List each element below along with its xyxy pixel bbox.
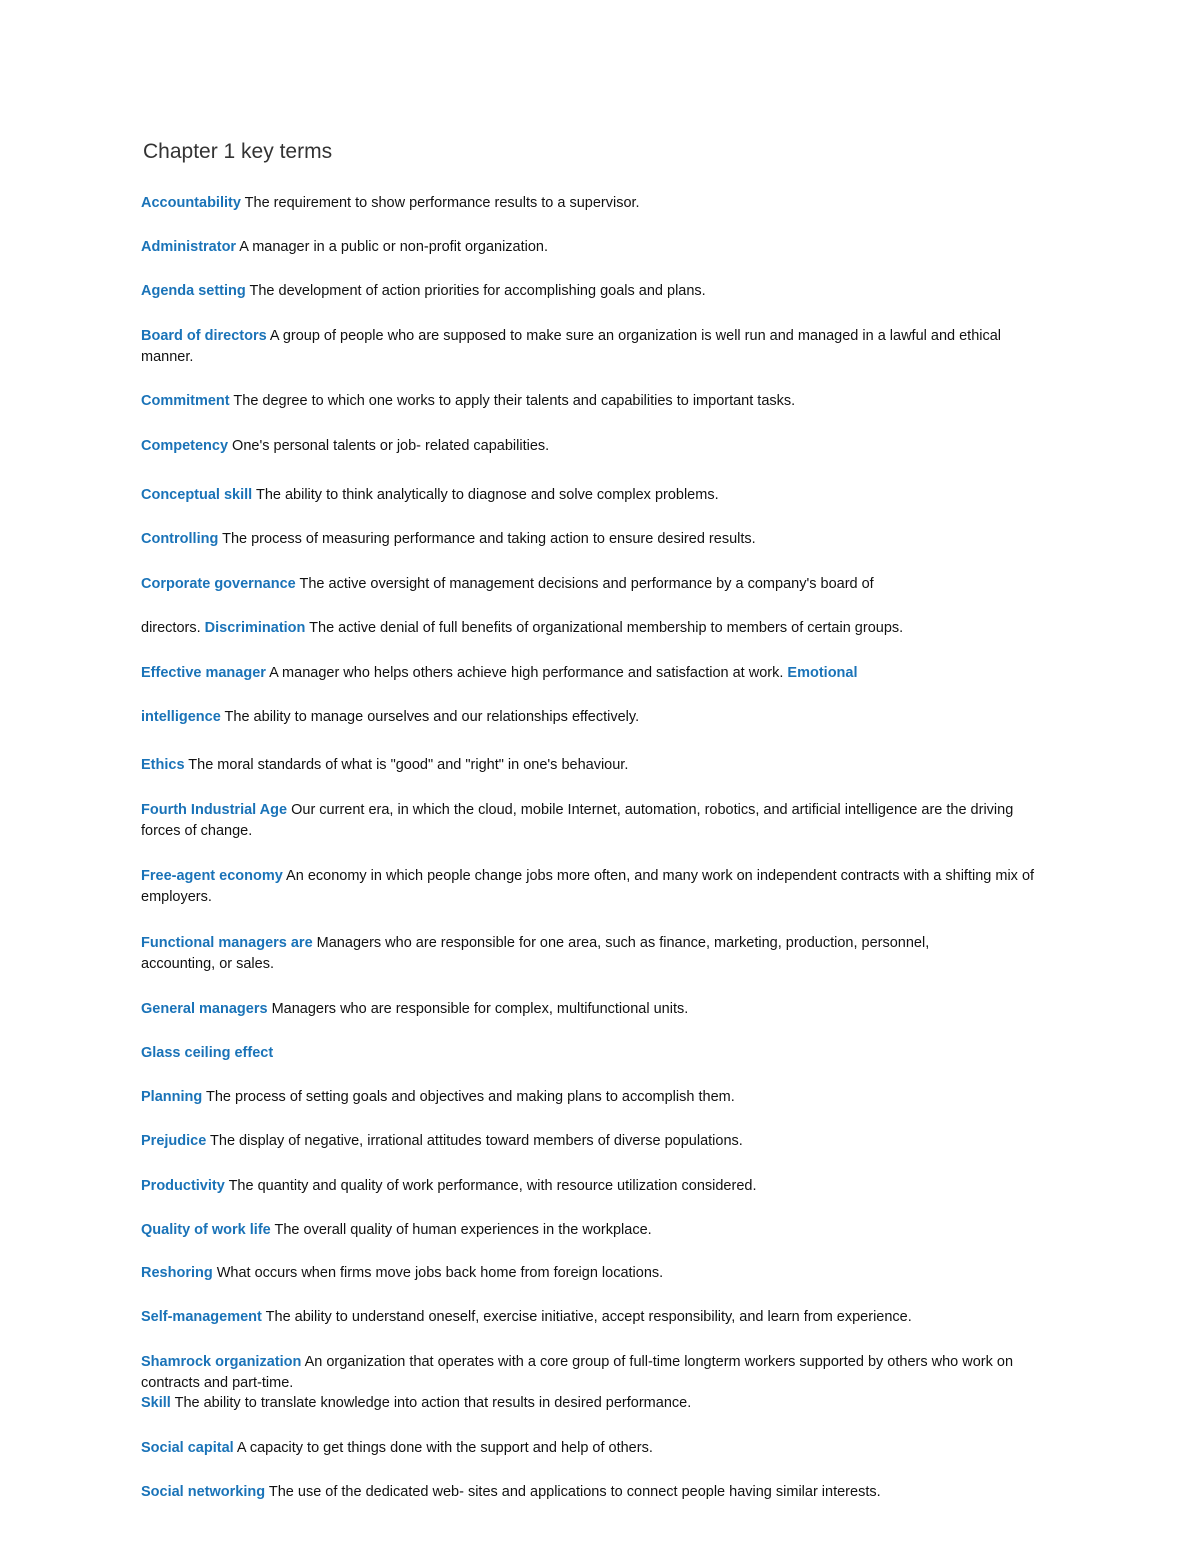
glossary-entry	[141, 866, 1046, 908]
glossary-definition: An economy in which people change jobs more often, and many work on independent contracts with a shifting mix of employers.	[141, 868, 1035, 905]
glossary-term: Administrator	[141, 239, 237, 255]
glossary-entry	[141, 1087, 1046, 1108]
glossary-term: Free-agent economy	[141, 868, 283, 884]
glossary-term: Fourth Industrial Age	[141, 802, 288, 818]
glossary-definition: The use of the dedicated web- sites and applications to connect people having similar interests.	[265, 1484, 881, 1500]
glossary-term: Ethics	[141, 757, 185, 773]
glossary-definition: One's personal talents or job- related capabilities.	[228, 438, 550, 454]
glossary-entry	[141, 1220, 1046, 1241]
glossary-definition: The active denial of full benefits of organizational membership to members of certain groups.	[305, 620, 904, 636]
glossary-definition: The overall quality of human experiences in the workplace.	[270, 1222, 652, 1238]
glossary-definition: A manager in a public or non-profit organization.	[236, 239, 549, 255]
glossary-definition: The degree to which one works to apply their talents and capabilities to important tasks.	[229, 393, 796, 409]
glossary-definition: The ability to think analytically to diagnose and solve complex problems.	[252, 487, 719, 503]
glossary-definition: An organization that operates with a core group of full-time longterm workers supported by others who work on contracts and part-time.	[141, 1354, 1014, 1391]
glossary-entry	[141, 933, 931, 975]
glossary-term: Prejudice	[141, 1133, 207, 1149]
glossary-term: Discrimination	[204, 620, 306, 636]
glossary-definition: Our current era, in which the cloud, mobile Internet, automation, robotics, and artificial intelligence are the driving forces of change.	[141, 802, 1014, 839]
glossary-entry	[141, 707, 1046, 728]
glossary-term: Productivity	[141, 1178, 225, 1194]
glossary-term: Reshoring	[141, 1265, 213, 1281]
glossary-entry	[141, 1352, 1046, 1394]
glossary-definition: The display of negative, irrational attitudes toward members of diverse populations.	[206, 1133, 743, 1149]
glossary-definition: The ability to manage ourselves and our relationships effectively.	[220, 709, 640, 725]
glossary-entry	[141, 193, 1046, 214]
glossary-term: Functional managers are	[141, 935, 313, 951]
glossary-definition: The process of measuring performance and taking action to ensure desired results.	[218, 531, 756, 547]
glossary-term: Agenda setting	[141, 283, 246, 299]
glossary-term: Commitment	[141, 393, 230, 409]
glossary-definition: Managers who are responsible for complex, multifunctional units.	[267, 1001, 689, 1017]
glossary-entry	[141, 800, 1046, 842]
glossary-term: Quality of work life	[141, 1222, 271, 1238]
glossary-entry	[141, 1263, 1046, 1284]
glossary-definition: The process of setting goals and objectives and making plans to accomplish them.	[202, 1089, 735, 1105]
glossary-definition: The development of action priorities for accomplishing goals and plans.	[245, 283, 706, 299]
glossary-entry	[141, 1393, 1046, 1414]
glossary-entry	[141, 326, 1046, 368]
glossary-term: Shamrock organization	[141, 1354, 302, 1370]
glossary-definition: The requirement to show performance results to a supervisor.	[240, 195, 640, 211]
glossary-entry	[141, 237, 1046, 258]
glossary-entry	[141, 755, 1046, 776]
glossary-term: Self-management	[141, 1309, 262, 1325]
glossary-term: Accountability	[141, 195, 241, 211]
glossary-term: General managers	[141, 1001, 268, 1017]
glossary-term: Planning	[141, 1089, 203, 1105]
glossary-definition: A group of people who are supposed to make sure an organization is well run and managed in a lawful and ethical manner.	[141, 328, 1002, 365]
glossary-term: Competency	[141, 438, 229, 454]
glossary-term: Skill	[141, 1395, 171, 1411]
glossary-definition: The ability to understand oneself, exercise initiative, accept responsibility, and learn from experience.	[261, 1309, 912, 1325]
glossary-entry	[141, 1482, 1046, 1503]
glossary-entry	[141, 436, 1046, 457]
glossary-term: Conceptual skill	[141, 487, 253, 503]
glossary-entry	[141, 1043, 1046, 1064]
glossary-term: Controlling	[141, 531, 219, 547]
glossary-definition: A capacity to get things done with the support and help of others.	[233, 1440, 653, 1456]
glossary-entry	[141, 663, 1046, 684]
glossary-entry	[141, 999, 1046, 1020]
glossary-term: Glass ceiling effect	[141, 1045, 274, 1061]
glossary-entry	[141, 485, 1046, 506]
glossary-entry	[141, 391, 1046, 412]
glossary-definition: The moral standards of what is "good" and "right" in one's behaviour.	[184, 757, 629, 773]
page-title: Chapter 1 key terms	[143, 140, 333, 163]
glossary-term: Effective manager	[141, 665, 266, 681]
glossary-term: Social capital	[141, 1440, 234, 1456]
glossary-entry	[141, 529, 1046, 550]
glossary-entry	[141, 574, 1046, 595]
glossary-term: Social networking	[141, 1484, 266, 1500]
glossary-definition: The ability to translate knowledge into action that results in desired performance.	[170, 1395, 692, 1411]
glossary-definition: What occurs when firms move jobs back home from foreign locations.	[212, 1265, 664, 1281]
glossary-term: Corporate governance	[141, 576, 296, 592]
glossary-definition: The active oversight of management decisions and performance by a company's board of	[295, 576, 874, 592]
glossary-entry	[141, 1176, 1046, 1197]
glossary-entry	[141, 1131, 1046, 1152]
glossary-entry	[141, 1438, 1046, 1459]
glossary-term: intelligence	[141, 709, 221, 725]
glossary-definition: A manager who helps others achieve high performance and satisfaction at work.	[265, 665, 788, 681]
glossary-definition: The quantity and quality of work performance, with resource utilization considered.	[224, 1178, 757, 1194]
glossary-definition: Managers who are responsible for one area, such as finance, marketing, production, personnel, accounting, or sales.	[141, 935, 930, 972]
glossary-entry	[141, 618, 1046, 639]
glossary-definition-continued: directors.	[141, 620, 205, 636]
glossary-term: Board of directors	[141, 328, 267, 344]
glossary-entry	[141, 281, 1046, 302]
glossary-entry	[141, 1307, 1046, 1328]
glossary-term: Emotional	[787, 665, 858, 681]
